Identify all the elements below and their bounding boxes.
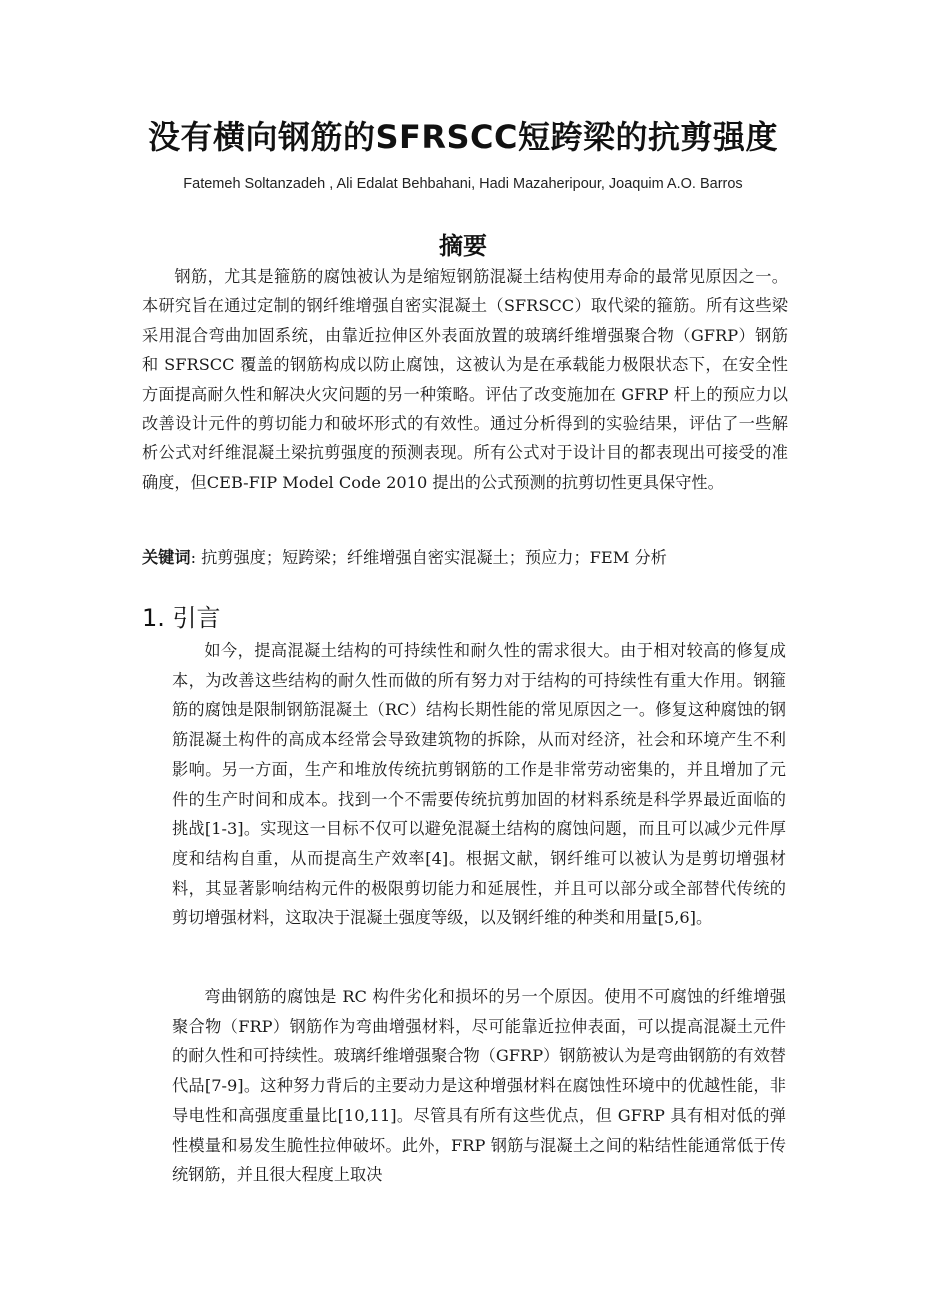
keywords-label: 关键词	[142, 548, 191, 567]
author-list: Fatemeh Soltanzadeh , Ali Edalat Behbahani, Hadi Mazaheripour, Joaquim A.O. Barros	[183, 176, 743, 192]
abstract-heading: 摘要	[439, 232, 487, 260]
section-heading-introduction: 1. 引言	[142, 604, 221, 632]
intro-paragraph-1: 如今，提高混凝土结构的可持续性和耐久性的需求很大。由于相对较高的修复成本，为改善这些结构的耐久性而做的所有努力对于结构的可持续性有重大作用。钢箍筋的腐蚀是限制钢筋混凝土（RC）结构长期性能的常见原因之一。修复这种腐蚀的钢筋混凝土构件的高成本经常会导致建筑物的拆除，从而对经济，社会和环境产生不利影响。另一方面，生产和堆放传统抗剪钢筋的工作是非常劳动密集的，并且增加了元件的生产时间和成本。找到一个不需要传统抗剪加固的材料系统是科学界最近面临的挑战[1-3]。实现这一目标不仅可以避免混凝土结构的腐蚀问题，而且可以减少元件厚度和结构自重，从而提高生产效率[4]。根据文献，钢纤维可以被认为是剪切增强材料，其显著影响结构元件的极限剪切能力和延展性，并且可以部分或全部替代传统的剪切增强材料，这取决于混凝土强度等级，以及钢纤维的种类和用量[5,6]。	[172, 641, 786, 928]
paper-title: 没有横向钢筋的SFRSCC短跨梁的抗剪强度	[147, 118, 779, 156]
intro-paragraph-2: 弯曲钢筋的腐蚀是 RC 构件劣化和损坏的另一个原因。使用不可腐蚀的纤维增强聚合物（FRP）钢筋作为弯曲增强材料，尽可能靠近拉伸表面，可以提高混凝土元件的耐久性和可持续性。玻璃纤维增强聚合物（GFRP）钢筋被认为是弯曲钢筋的有效替代品[7-9]。这种努力背后的主要动力是这种增强材料在腐蚀性环境中的优越性能，非导电性和高强度重量比[10,11]。尽管具有所有这些优点，但 GFRP 具有相对低的弹性模量和易发生脆性拉伸破坏。此外，FRP 钢筋与混凝土之间的粘结性能通常低于传统钢筋，并且很大程度上取决	[172, 987, 786, 1185]
keywords-text: 抗剪强度；短跨梁；纤维增强自密实混凝土；预应力；FEM 分析	[201, 548, 667, 567]
keywords-line: 关键词: 抗剪强度；短跨梁；纤维增强自密实混凝土；预应力；FEM 分析	[142, 548, 667, 567]
abstract-text: 钢筋，尤其是箍筋的腐蚀被认为是缩短钢筋混凝土结构使用寿命的最常见原因之一。本研究旨在通过定制的钢纤维增强自密实混凝土（SFRSCC）取代梁的箍筋。所有这些梁采用混合弯曲加固系统，由靠近拉伸区外表面放置的玻璃纤维增强聚合物（GFRP）钢筋和 SFRSCC 覆盖的钢筋构成以防止腐蚀，这被认为是在承载能力极限状态下，在安全性方面提高耐久性和解决火灾问题的另一种策略。评估了改变施加在 GFRP 杆上的预应力以改善设计元件的剪切能力和破坏形式的有效性。通过分析得到的实验结果，评估了一些解析公式对纤维混凝土梁抗剪强度的预测表现。所有公式对于设计目的都表现出可接受的准确度，但CEB-FIP Model Code 2010 提出的公式预测的抗剪切性更具保守性。	[142, 267, 788, 492]
